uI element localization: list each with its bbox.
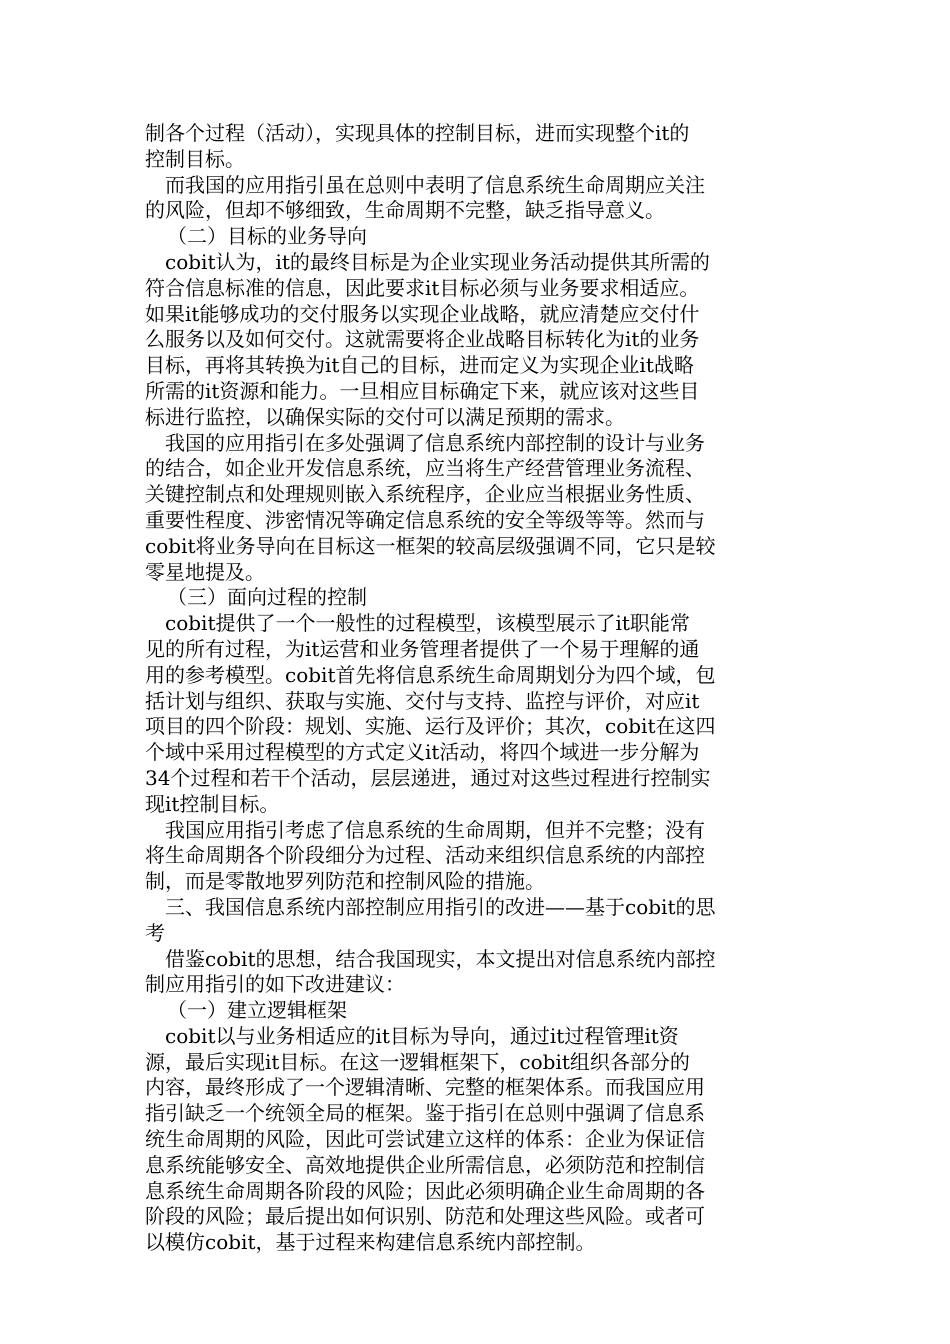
text-line: 息系统能够安全、高效地提供企业所需信息，必须防范和控制信 xyxy=(145,1152,705,1177)
text-line: 见的所有过程，为it运营和业务管理者提供了一个易于理解的通 xyxy=(145,636,700,661)
text-line: 三、我国信息系统内部控制应用指引的改进——基于cobit的思 xyxy=(165,894,716,919)
text-line: 34个过程和若干个活动，层层递进，通过对这些过程进行控制实 xyxy=(145,765,711,790)
text-line: 个域中采用过程模型的方式定义it活动，将四个域进一步分解为 xyxy=(145,740,700,765)
text-line: 制各个过程（活动），实现具体的控制目标，进而实现整个it的 xyxy=(145,121,690,145)
text-line: 标进行监控，以确保实际的交付可以满足预期的需求。 xyxy=(145,404,625,429)
text-line: 控制目标。 xyxy=(145,146,245,171)
text-line: 目标，再将其转换为it自己的目标，进而定义为实现企业it战略 xyxy=(145,353,694,378)
text-line: 借鉴cobit的思想，结合我国现实，本文提出对信息系统内部控 xyxy=(165,946,716,971)
text-line: （二）目标的业务导向 xyxy=(167,224,367,249)
text-line: 考 xyxy=(145,920,165,945)
text-line: 而我国的应用指引虽在总则中表明了信息系统生命周期应关注 xyxy=(165,172,705,197)
text-line: 么服务以及如何交付。这就需要将企业战略目标转化为it的业务 xyxy=(145,327,700,352)
text-line: 关键控制点和处理规则嵌入系统程序，企业应当根据业务性质、 xyxy=(145,482,705,507)
text-line: 制应用指引的如下改进建议： xyxy=(145,972,405,997)
text-line: 制，而是零散地罗列防范和控制风险的措施。 xyxy=(145,869,545,894)
text-line: 指引缺乏一个统领全局的框架。鉴于指引在总则中强调了信息系 xyxy=(145,1101,705,1126)
text-line: 零星地提及。 xyxy=(145,559,265,584)
text-line: 括计划与组织、获取与实施、交付与支持、监控与评价，对应it xyxy=(145,688,700,713)
text-line: 现it控制目标。 xyxy=(145,791,280,816)
text-line: 统生命周期的风险，因此可尝试建立这样的体系：企业为保证信 xyxy=(145,1127,705,1152)
text-line: 以模仿cobit，基于过程来构建信息系统内部控制。 xyxy=(145,1230,596,1255)
text-line: 的风险，但却不够细致，生命周期不完整，缺乏指导意义。 xyxy=(145,198,665,223)
text-line: cobit提供了一个一般性的过程模型，该模型展示了it职能常 xyxy=(165,611,690,636)
text-line: （三）面向过程的控制 xyxy=(167,585,367,610)
text-line: 的结合，如企业开发信息系统，应当将生产经营管理业务流程、 xyxy=(145,456,705,481)
text-line: 源，最后实现it目标。在这一逻辑框架下，cobit组织各部分的 xyxy=(145,1049,690,1074)
text-line: 用的参考模型。cobit首先将信息系统生命周期划分为四个域，包 xyxy=(145,662,716,687)
text-line: cobit以与业务相适应的it目标为导向，通过it过程管理it资 xyxy=(165,1023,679,1048)
text-line: 我国的应用指引在多处强调了信息系统内部控制的设计与业务 xyxy=(165,430,705,455)
text-line: 重要性程度、涉密情况等确定信息系统的安全等级等等。然而与 xyxy=(145,507,705,532)
text-line: 我国应用指引考虑了信息系统的生命周期，但并不完整；没有 xyxy=(165,817,705,842)
text-line: 息系统生命周期各阶段的风险；因此必须明确企业生命周期的各 xyxy=(145,1178,705,1203)
text-line: 符合信息标准的信息，因此要求it目标必须与业务要求相适应。 xyxy=(145,275,700,300)
text-line: 如果it能够成功的交付服务以实现企业战略，就应清楚应交付什 xyxy=(145,301,700,326)
text-line: cobit将业务导向在目标这一框架的较高层级强调不同，它只是较 xyxy=(145,533,716,558)
text-line: 阶段的风险；最后提出如何识别、防范和处理这些风险。或者可 xyxy=(145,1204,705,1229)
document-body xyxy=(145,121,805,1256)
text-line: 将生命周期各个阶段细分为过程、活动来组织信息系统的内部控 xyxy=(145,843,705,868)
text-line: （一）建立逻辑框架 xyxy=(167,998,347,1023)
text-line: 所需的it资源和能力。一旦相应目标确定下来，就应该对这些目 xyxy=(145,378,700,403)
text-line: 项目的四个阶段：规划、实施、运行及评价；其次，cobit在这四 xyxy=(145,714,716,739)
text-line: 内容，最终形成了一个逻辑清晰、完整的框架体系。而我国应用 xyxy=(145,1075,705,1100)
text-line: cobit认为，it的最终目标是为企业实现业务活动提供其所需的 xyxy=(165,249,710,274)
